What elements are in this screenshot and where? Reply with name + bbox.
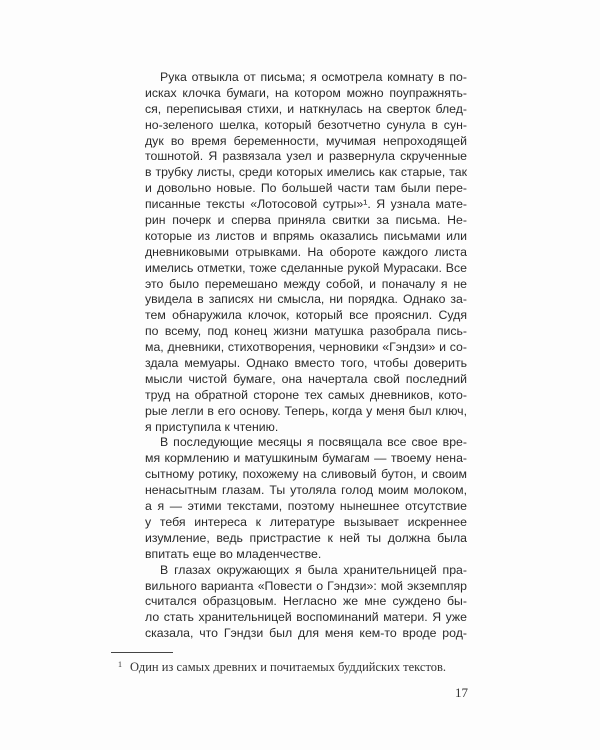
text-line: ненасытным глазам. Ты утоляла голод моим молоком, <box>145 483 467 498</box>
page-number: 17 <box>455 685 468 700</box>
text-line: в трубку листы, среди которых имелись как старые, так <box>145 165 467 180</box>
text-line: ма, дневники, стихотворения, черновики «Гэндзи» и со- <box>145 340 467 355</box>
text-line: которые из листов и впрямь оказались письмами или <box>145 228 467 243</box>
text-line: по всему, под конец жизни матушка разобрала пись- <box>145 324 467 339</box>
text-line: мысли чистой бумаге, она начертала свой последний <box>145 371 467 386</box>
text-line: а я — этими текстами, поэтому нынешнее отсутствие <box>145 499 467 514</box>
text-line: ся, переписывая стихи, и наткнулась на сверток блед- <box>145 101 467 116</box>
text-line: труд на обратной стороне тех самых дневников, кото- <box>145 387 467 402</box>
text-line: сказала, что Гэндзи был для меня кем-то вроде род- <box>145 626 467 641</box>
text-line: В глазах окружающих я была хранительницей пра- <box>160 562 467 577</box>
footnote <box>118 660 446 675</box>
text-line: тем обнаружила клочок, который все прояснил. Судя <box>145 308 467 323</box>
text-line: имелись отметки, тоже сделанные рукой Мурасаки. Все <box>145 260 467 275</box>
text-line: ло стать хранительницей воспоминаний матери. Я уже <box>145 610 467 625</box>
text-line: у тебя интереса к литературе вызывает искреннее <box>145 514 467 529</box>
main-text <box>145 70 467 642</box>
text-line: тошнотой. Я развязала узел и развернула скрученные <box>145 149 467 164</box>
text-line: я приступила к чтению. <box>145 419 279 434</box>
text-line: рин почерк и сперва приняла свитки за письма. Не- <box>145 213 467 228</box>
text-line: но-зеленого шелка, который безотчетно сунула в сун- <box>145 117 467 132</box>
text-line: здала мемуары. Однако вместо того, чтобы доверить <box>145 356 467 371</box>
text-line: увидела в записях ни смысла, ни порядка. Однако за- <box>145 292 467 307</box>
text-line: мя кормлению и матушкиным бумагам — твоему нена- <box>145 451 467 466</box>
text-line: изумление, ведь пристрастие к ней ты должна была <box>145 530 467 545</box>
text-line: Рука отвыкла от письма; я осмотрела комнату в по- <box>160 70 467 84</box>
text-line: вильного варианта «Повести о Гэндзи»: мой экземпляр <box>145 578 467 593</box>
text-line: рые легли в его основу. Теперь, когда у меня был ключ, <box>145 403 467 418</box>
text-line: это было перемешано между собой, и поначалу я не <box>145 276 467 291</box>
footnote-text: Один из самых древних и почитаемых буддийских текстов. <box>130 660 447 674</box>
footnote-divider <box>111 652 173 653</box>
text-line: считался образцовым. Негласно же мне суждено бы- <box>145 594 467 609</box>
text-line: сытному ротику, похожему на сливовый бутон, и своим <box>145 467 467 482</box>
text-line: дневниковыми отрывками. На обороте каждого листа <box>145 244 467 259</box>
text-line: исках клочка бумаги, на котором можно поупражнять- <box>145 85 467 100</box>
text-line: впитать еще во младенчестве. <box>145 546 322 561</box>
text-line: В последующие месяцы я посвящала все свое вре- <box>160 435 467 450</box>
text-line: писанные тексты «Лотосовой сутры»¹. Я узнала мате- <box>145 197 467 212</box>
text-line: дук во время беременности, мучимая непроходящей <box>145 133 467 148</box>
text-line: и довольно новые. По большей части там были пере- <box>145 181 467 196</box>
footnote-marker: 1 <box>118 660 122 669</box>
